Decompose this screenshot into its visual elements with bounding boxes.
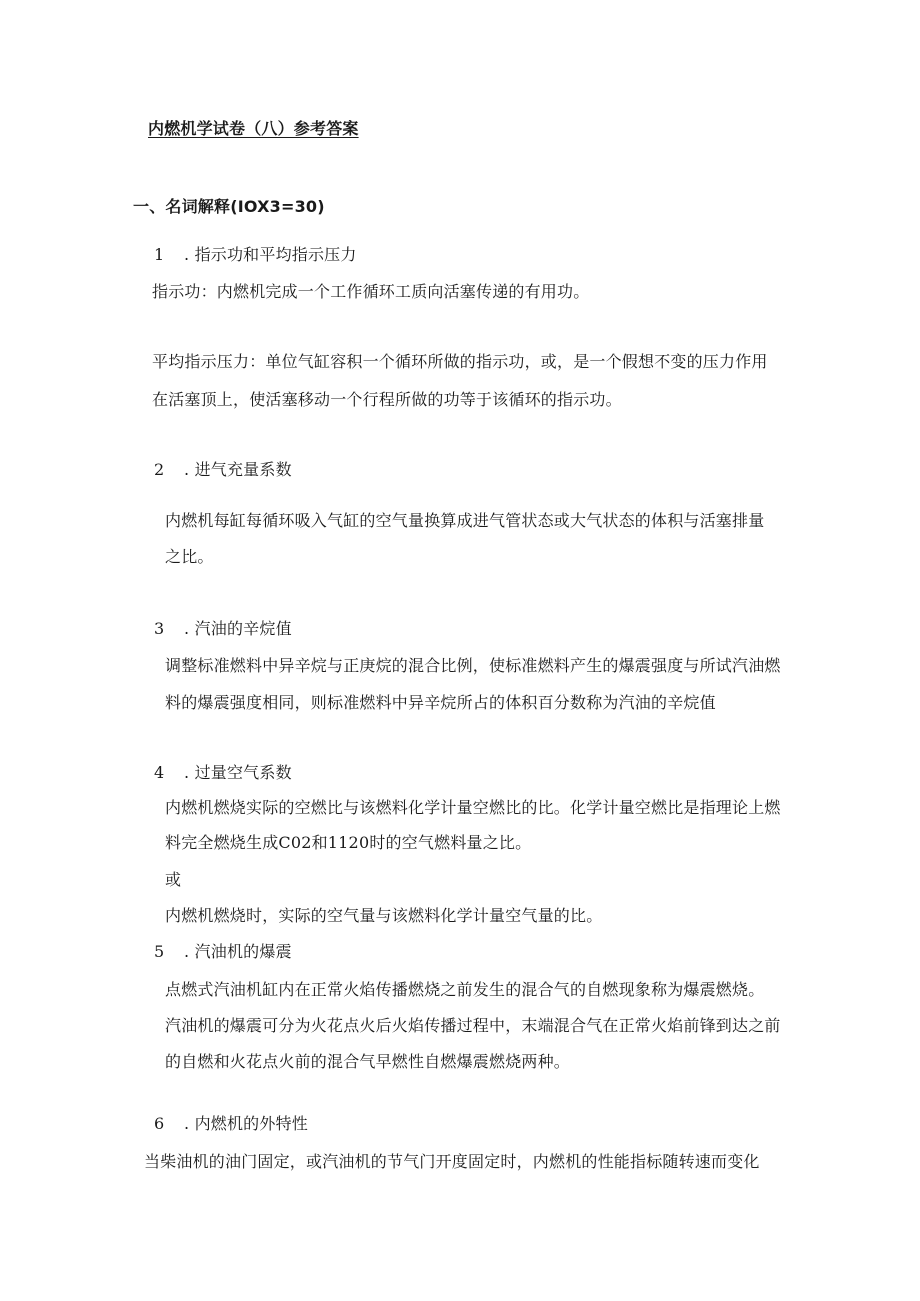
item-1-title: . 指示功和平均指示压力 — [184, 245, 357, 264]
item-5-line-2: 汽油机的爆震可分为火花点火后火焰传播过程中，末端混合气在正常火焰前锋到达之前 — [165, 1016, 781, 1035]
item-1-line-3: 在活塞顶上，使活塞移动一个行程所做的功等于该循环的指示功。 — [152, 390, 622, 409]
item-6-number: 6 — [154, 1114, 165, 1133]
item-4-line-1: 内燃机燃烧实际的空燃比与该燃料化学计量空燃比的比。化学计量空燃比是指理论上燃 — [165, 798, 781, 817]
item-5-line-3: 的自燃和火花点火前的混合气早燃性自燃爆震燃烧两种。 — [165, 1052, 571, 1071]
item-5-title: . 汽油机的爆震 — [184, 942, 292, 961]
item-5-heading — [154, 941, 292, 963]
item-4-title: . 过量空气系数 — [184, 763, 292, 782]
item-6-title: . 内燃机的外特性 — [184, 1114, 308, 1133]
item-5-number: 5 — [154, 942, 165, 961]
item-4-number: 4 — [154, 763, 165, 782]
item-1-heading — [154, 244, 357, 266]
item-4-line-3: 或 — [165, 870, 182, 889]
item-2-heading — [154, 459, 292, 481]
item-5-line-1: 点燃式汽油机缸内在正常火焰传播燃烧之前发生的混合气的自燃现象称为爆震燃烧。 — [165, 980, 765, 999]
item-4-line-4: 内燃机燃烧时，实际的空气量与该燃料化学计量空气量的比。 — [165, 906, 603, 925]
item-2-number: 2 — [154, 460, 165, 479]
item-3-heading — [154, 618, 292, 640]
item-4-heading — [154, 762, 292, 784]
item-1-line-2: 平均指示压力：单位气缸容积一个循环所做的指示功，或，是一个假想不变的压力作用 — [152, 352, 768, 371]
item-2-title: . 进气充量系数 — [184, 460, 292, 479]
item-2-line-1: 内燃机每缸每循环吸入气缸的空气量换算成进气管状态或大气状态的体积与活塞排量 — [165, 511, 765, 530]
item-3-line-1: 调整标准燃料中异辛烷与正庚烷的混合比例，使标准燃料产生的爆震强度与所试汽油燃 — [165, 656, 781, 675]
document-title: 内燃机学试卷（八）参考答案 — [148, 119, 359, 138]
item-3-title: . 汽油的辛烷值 — [184, 619, 292, 638]
item-4-line-2: 料完全燃烧生成C02和1120时的空气燃料量之比。 — [165, 833, 532, 852]
item-3-line-2: 料的爆震强度相同，则标准燃料中异辛烷所占的体积百分数称为汽油的辛烷值 — [165, 693, 716, 712]
item-1-line-1: 指示功：内燃机完成一个工作循环工质向活塞传递的有用功。 — [152, 282, 590, 301]
item-2-line-2: 之比。 — [165, 547, 214, 566]
item-6-heading — [154, 1113, 308, 1135]
section-heading-terms: 一、名词解释(IOX3=30) — [133, 197, 325, 216]
item-6-line-1: 当柴油机的油门固定，或汽油机的节气门开度固定时，内燃机的性能指标随转速而变化 — [144, 1152, 760, 1171]
item-3-number: 3 — [154, 619, 165, 638]
item-1-number: 1 — [154, 245, 165, 264]
